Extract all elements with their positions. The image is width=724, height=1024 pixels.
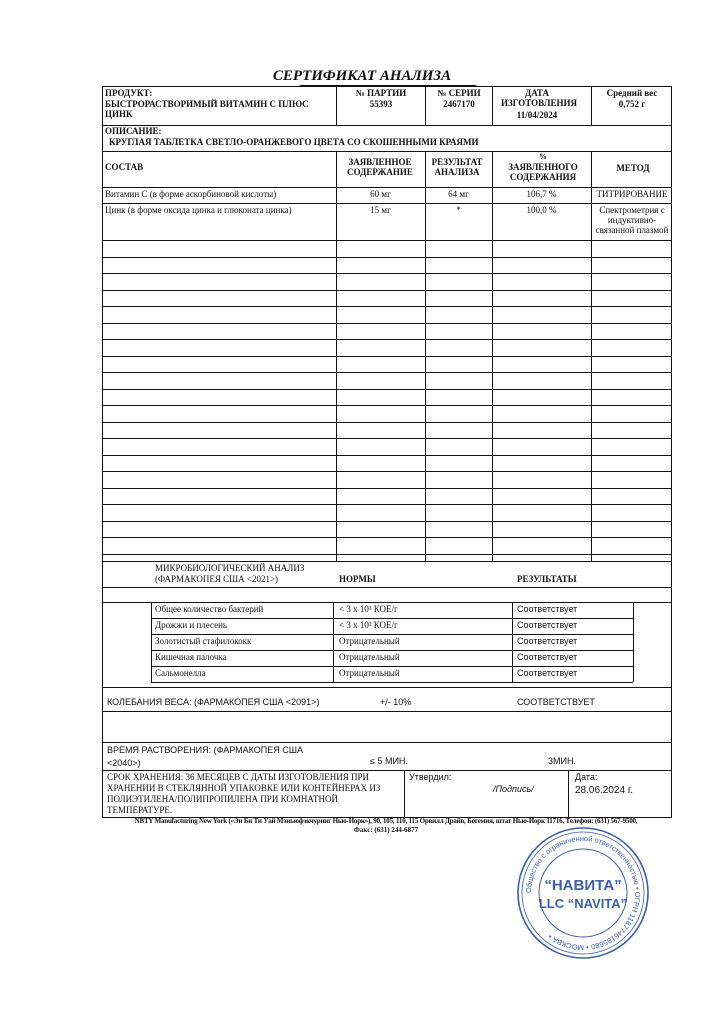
- page-title: СЕРТИФИКАТ АНАЛИЗА: [272, 68, 452, 84]
- weight-variation-result: СООТВЕТСТВУЕТ: [517, 697, 595, 707]
- comp-row-2-result: *: [456, 205, 461, 215]
- dissolution-norm: ≤ 5 МИН.: [370, 756, 408, 766]
- micro-title: МИКРОБИОЛОГИЧЕСКИЙ АНАЛИЗ: [155, 563, 305, 573]
- micro-row-result: Соответствует: [517, 652, 578, 662]
- micro-row-result: Соответствует: [517, 668, 578, 678]
- approval-date-value: 28.06.2024 г.: [575, 785, 634, 796]
- col-percent-sign: %: [539, 152, 547, 161]
- micro-row-name: Дрожжи и плесень: [155, 620, 228, 630]
- micro-pharmacopeia: (ФАРМАКОПЕЯ США <2021>): [155, 574, 279, 584]
- comp-row-1-percent: 106,7 %: [526, 189, 557, 199]
- approval-date-label: Дата:: [575, 772, 598, 782]
- footer-fax: Факс: (631) 244-6877: [353, 826, 419, 834]
- date-value: 11/04/2024: [516, 110, 558, 120]
- micro-row-norm: < 3 x 10³ КОЕ/г: [339, 604, 398, 614]
- dissolution-label: ВРЕМЯ РАСТВОРЕНИЯ: (ФАРМАКОПЕЯ США <2040>): [107, 745, 304, 768]
- dissolution-result: 3МИН.: [548, 756, 576, 766]
- col-declared: ЗАЯВЛЕННОЕ СОДЕРЖАНИЕ: [347, 157, 413, 177]
- approved-label: Утвердил:: [409, 772, 452, 782]
- col-composition: СОСТАВ: [105, 162, 144, 172]
- micro-row-norm: Отрицательный: [339, 668, 400, 678]
- col-percent-declared: ЗАЯВЛЕННОГО СОДЕРЖАНИЯ: [508, 162, 578, 182]
- weight-label: Средний вес: [606, 88, 658, 98]
- product-name: БЫСТРОРАСТВОРИМЫЙ ВИТАМИН С ПЛЮС ЦИНК: [105, 99, 309, 119]
- comp-row-2-name: Цинк (в форме оксида цинка и глюконата цинка): [105, 205, 292, 215]
- comp-row-2-method: Спектрометрия с индуктивно-связанной плазмой: [595, 205, 669, 235]
- col-result: РЕЗУЛЬТАТ АНАЛИЗА: [431, 157, 483, 177]
- micro-row-norm: < 3 x 10² КОЕ/г: [339, 620, 398, 630]
- micro-row-name: Сальмонелла: [155, 668, 206, 678]
- micro-row-result: Соответствует: [517, 636, 578, 646]
- weight-variation-norm: +/- 10%: [380, 697, 412, 707]
- comp-row-2-declared: 15 мг: [370, 205, 391, 215]
- series-value: 2467170: [443, 99, 475, 109]
- date-label: ДАТА ИЗГОТОВЛЕНИЯ: [501, 88, 578, 108]
- micro-row-result: Соответствует: [517, 620, 578, 630]
- weight-variation-label: КОЛЕБАНИЯ ВЕСА: (ФАРМАКОПЕЯ США <2091>): [107, 697, 320, 707]
- series-label: № СЕРИИ: [437, 88, 481, 98]
- company-seal: [516, 826, 650, 960]
- seal-name-en: LLC “NAVITA”: [538, 896, 628, 911]
- footer-address: NBTY Manufacturing New York («Эн Би Ти Уай Мэньюфэкчуринг Нью-Йорк»), 90, 105, 110, 115 Орвилл Драйв, Богемия, штат Нью-Йорк 11716, Телефон: (631) 567-9500,: [134, 817, 638, 825]
- seal-name-ru: “НАВИТА”: [544, 877, 622, 894]
- signature: /Подпись/: [493, 784, 534, 794]
- certificate-table: [102, 86, 672, 818]
- seal-ring-text: Общество с ограниченной ответственностью • ОГРН 1187746185680 • МОСКВА •: [523, 833, 643, 953]
- comp-row-1-method: ТИТРИРОВАНИЕ: [596, 189, 668, 199]
- micro-row-norm: Отрицательный: [339, 652, 400, 662]
- comp-row-1-result: 64 мг: [448, 189, 469, 199]
- comp-row-1-name: Витамин С (в форме аскорбиновой кислоты): [105, 189, 277, 199]
- micro-row-name: Кишечная палочка: [155, 652, 227, 662]
- description-label: ОПИСАНИЕ:: [105, 126, 162, 136]
- description-text: КРУГЛАЯ ТАБЛЕТКА СВЕТЛО-ОРАНЖЕВОГО ЦВЕТА СО СКОШЕННЫМИ КРАЯМИ: [109, 137, 479, 147]
- comp-row-1-declared: 60 мг: [370, 189, 391, 199]
- micro-row-name: Золотистый стафилококк: [155, 636, 252, 646]
- micro-row-name: Общее количество бактерий: [155, 604, 264, 614]
- comp-row-2-percent: 100,0 %: [526, 205, 557, 215]
- weight-value: 0,752 г: [618, 99, 646, 109]
- micro-results-label: РЕЗУЛЬТАТЫ: [517, 574, 577, 584]
- micro-row-norm: Отрицательный: [339, 636, 400, 646]
- batch-value: 55393: [369, 99, 393, 109]
- product-label: ПРОДУКТ:: [105, 88, 153, 98]
- micro-row-result: Соответствует: [517, 604, 578, 614]
- col-method: МЕТОД: [616, 163, 650, 173]
- batch-label: № ПАРТИИ: [355, 88, 407, 98]
- micro-norms-label: НОРМЫ: [339, 574, 376, 584]
- shelf-life-text: СРОК ХРАНЕНИЯ: 36 МЕСЯЦЕВ С ДАТЫ ИЗГОТОВЛЕНИЯ ПРИ ХРАНЕНИИ В СТЕКЛЯННОЙ УПАКОВКЕ ИЛИ КОНТЕЙНЕРАХ ИЗ ПОЛИЭТИЛЕНА/ПОЛИПРОПИЛЕНА ПРИ КОМНАТНОЙ ТЕМПЕРАТУРЕ.: [107, 772, 381, 815]
